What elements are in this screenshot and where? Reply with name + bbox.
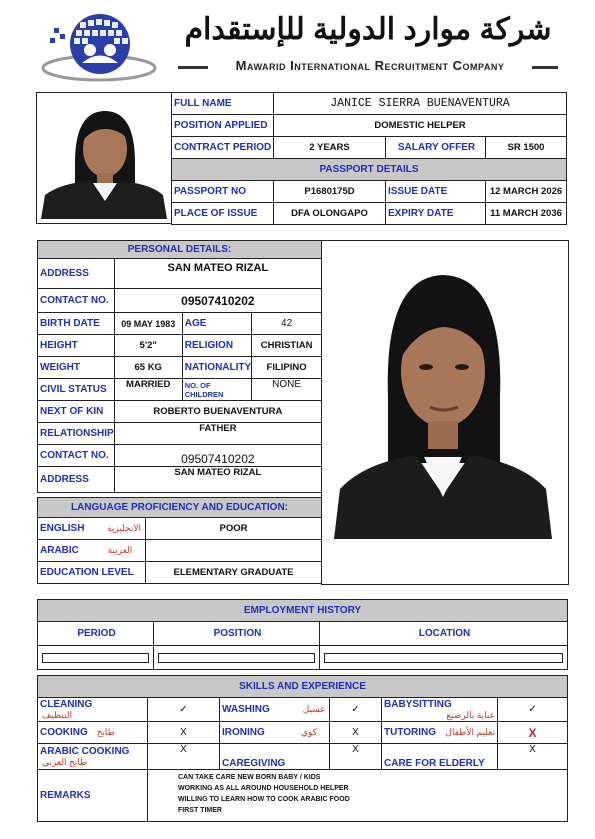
col-period: PERIOD	[38, 622, 154, 646]
contact-label: CONTACT NO.	[38, 289, 115, 313]
religion-label: RELIGION	[182, 335, 251, 357]
arabic-cooking-value: X	[148, 744, 220, 770]
ironing-label: IRONING	[222, 727, 265, 738]
age-value: 42	[252, 313, 322, 335]
language-table	[37, 497, 322, 584]
age-label: AGE	[182, 313, 251, 335]
full-name-label: FULL NAME	[172, 93, 274, 115]
elderly-value: X	[498, 744, 568, 770]
arabic-cooking-label-ar: طابخ العربي	[42, 756, 88, 767]
arabic-value	[146, 540, 322, 562]
ironing-value: X	[330, 722, 382, 744]
ironing-label-cell	[220, 722, 330, 744]
position-value: DOMESTIC HELPER	[274, 115, 567, 137]
height-label: HEIGHT	[38, 335, 115, 357]
washing-label: WASHING	[222, 704, 270, 715]
kin-address-label: ADDRESS	[38, 467, 115, 493]
arabic-cooking-label: ARABIC COOKING	[40, 745, 130, 757]
contract-value: 2 YEARS	[274, 137, 386, 159]
kin-address-value: SAN MATEO RIZAL	[114, 467, 321, 493]
cleaning-label-cell	[38, 698, 148, 722]
remarks-line: WILLING TO LEARN HOW TO COOK ARABIC FOOD	[178, 796, 350, 803]
nationality-label: NATIONALITY	[182, 357, 251, 379]
kin-label: NEXT OF KIN	[38, 401, 115, 423]
height-value: 5'2"	[114, 335, 182, 357]
issue-date-value: 12 MARCH 2026	[486, 181, 567, 203]
personal-header: PERSONAL DETAILS:	[38, 241, 322, 259]
kin-value: ROBERTO BUENAVENTURA	[114, 401, 321, 423]
position-label: POSITION APPLIED	[172, 115, 274, 137]
personal-details-table	[37, 240, 322, 493]
remarks-line: FIRST TIMER	[178, 807, 222, 814]
education-label: EDUCATION LEVEL	[38, 562, 146, 584]
caregiving-label: CAREGIVING	[220, 744, 330, 770]
relationship-label: RELATIONSHIP	[38, 423, 115, 445]
applicant-photo-large	[334, 267, 552, 539]
applicant-photo-small	[41, 103, 167, 219]
cooking-value: X	[148, 722, 220, 744]
washing-label-cell	[220, 698, 330, 722]
issue-date-label: ISSUE DATE	[386, 181, 486, 203]
employment-header: EMPLOYMENT HISTORY	[38, 600, 568, 622]
washing-value: ✓	[330, 698, 382, 722]
employment-location-cell	[320, 646, 568, 670]
top-photo-frame	[36, 92, 172, 224]
arabic-label-ar: العربية	[107, 545, 133, 555]
skills-header: SKILLS AND EXPERIENCE	[38, 676, 568, 698]
passport-no-value: P1680175D	[274, 181, 386, 203]
cleaning-label: CLEANING	[40, 698, 93, 710]
weight-value: 65 KG	[114, 357, 182, 379]
weight-label: WEIGHT	[38, 357, 115, 379]
civil-label: CIVIL STATUS	[38, 379, 115, 401]
contact-value: 09507410202	[114, 289, 321, 313]
education-value: ELEMENTARY GRADUATE	[146, 562, 322, 584]
salary-label: SALARY OFFER	[386, 137, 486, 159]
tutoring-label-ar: تعليم الأطفال	[445, 727, 495, 737]
birth-value: 09 MAY 1983	[114, 313, 182, 335]
expiry-label: EXPIRY DATE	[386, 203, 486, 225]
babysitting-value: ✓	[498, 698, 568, 722]
place-value: DFA OLONGAPO	[274, 203, 386, 225]
english-label-ar: الانجليزية	[107, 523, 141, 533]
company-logo	[40, 8, 158, 82]
tutoring-label-cell	[382, 722, 498, 744]
col-location: LOCATION	[320, 622, 568, 646]
caregiving-value: X	[330, 744, 382, 770]
tutoring-value: X	[498, 722, 568, 744]
employment-table	[37, 599, 568, 674]
birth-label: BIRTH DATE	[38, 313, 115, 335]
babysitting-label: BABYSITTING	[384, 698, 452, 710]
header-rule-left	[178, 66, 208, 69]
babysitting-label-cell	[382, 698, 498, 722]
address-label: ADDRESS	[38, 259, 115, 289]
cleaning-value: ✓	[148, 698, 220, 722]
passport-no-label: PASSPORT NO	[172, 181, 274, 203]
employment-position-cell	[154, 646, 320, 670]
cooking-label-cell	[38, 722, 148, 744]
remarks-line: WORKING AS ALL AROUND HOUSEHOLD HELPER	[178, 785, 349, 792]
expiry-value: 11 MARCH 2036	[486, 203, 567, 225]
salary-value: SR 1500	[486, 137, 567, 159]
address-value: SAN MATEO RIZAL	[114, 259, 321, 289]
relationship-value: FATHER	[114, 423, 321, 445]
company-name-arabic: شركة موارد الدولية للإستقدام	[184, 13, 552, 46]
tutoring-label: TUTORING	[384, 727, 437, 738]
english-value: POOR	[146, 518, 322, 540]
place-label: PLACE OF ISSUE	[172, 203, 274, 225]
header-rule-right	[532, 66, 558, 69]
remarks-cell	[148, 770, 568, 822]
washing-label-ar: غسيل	[302, 704, 325, 714]
full-name-value: JANICE SIERRA BUENAVENTURA	[274, 93, 567, 115]
skills-table	[37, 675, 568, 822]
children-label: NO. OF CHILDREN	[182, 379, 251, 401]
company-name-english: Mawarid International Recruitment Company	[235, 58, 505, 73]
arabic-cooking-label-cell	[38, 744, 148, 770]
babysitting-label-ar: عناية بالرضيع	[446, 709, 495, 720]
employment-period-cell	[38, 646, 154, 670]
children-value: NONE	[252, 379, 322, 401]
arabic-label: ARABIC	[40, 545, 79, 556]
language-header: LANGUAGE PROFICIENCY AND EDUCATION:	[38, 498, 322, 518]
cooking-label: COOKING	[40, 727, 88, 738]
elderly-label: CARE FOR ELDERLY	[382, 744, 498, 770]
summary-table	[171, 92, 567, 225]
col-position: POSITION	[154, 622, 320, 646]
english-label: ENGLISH	[40, 523, 85, 534]
passport-header: PASSPORT DETAILS	[172, 159, 567, 181]
kin-contact-label: CONTACT NO.	[38, 445, 115, 467]
kin-contact-value: 09507410202	[114, 445, 321, 467]
contract-label: CONTRACT PERIOD	[172, 137, 274, 159]
remarks-line: CAN TAKE CARE NEW BORN BABY / KIDS	[178, 774, 321, 781]
civil-value: MARRIED	[114, 379, 182, 401]
ironing-label-ar: كوي	[301, 727, 317, 737]
remarks-label: REMARKS	[38, 770, 148, 822]
religion-value: CHRISTIAN	[252, 335, 322, 357]
cooking-label-ar: طابخ	[96, 727, 115, 737]
cleaning-label-ar: التنظيف	[42, 709, 73, 720]
english-label-cell	[38, 518, 146, 540]
large-photo-frame	[321, 240, 569, 585]
arabic-label-cell	[38, 540, 146, 562]
nationality-value: FILIPINO	[252, 357, 322, 379]
